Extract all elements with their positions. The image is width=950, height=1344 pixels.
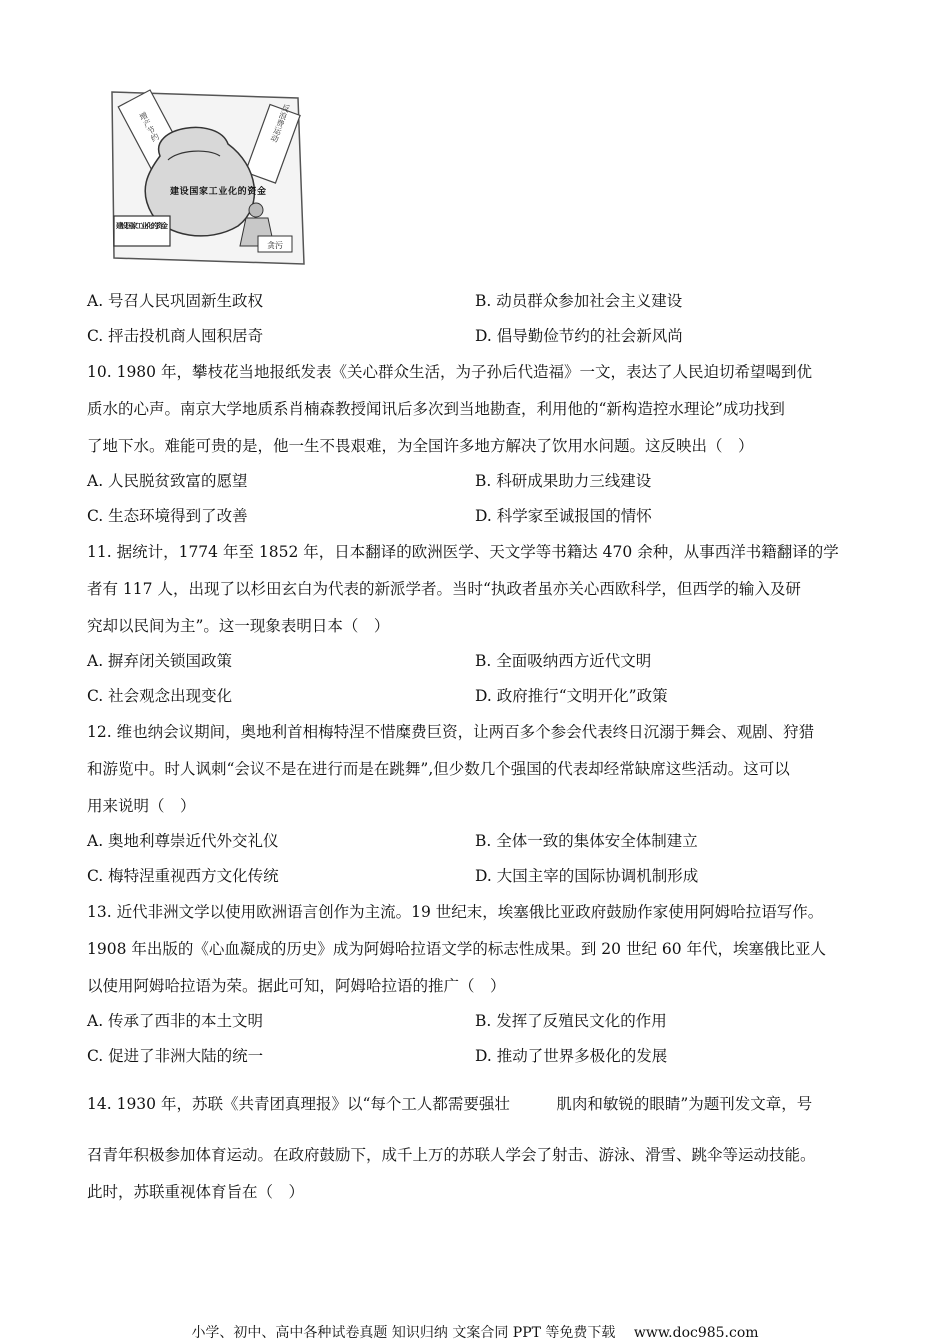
q10-option-a: A. 人民脱贫致富的愿望 (87, 472, 248, 490)
q10-stem-line-1: 10. 1980 年，攀枝花当地报纸发表《关心群众生活，为子孙后代造福》一文，表达了人民迫切希望喝到优 (87, 363, 812, 381)
q14-stem-line-3: 此时，苏联重视体育旨在（ ） (87, 1183, 305, 1201)
q11-option-c: C. 社会观念出现变化 (87, 687, 233, 705)
q10-option-d: D. 科学家至诚报国的情怀 (475, 507, 652, 525)
q12-stem-line-1: 12. 维也纳会议期间，奥地利首相梅特涅不惜糜费巨资，让两百多个参会代表终日沉溺于舞会、观剧、狩猎 (87, 723, 815, 741)
q11-option-a: A. 摒弃闭关锁国政策 (87, 652, 233, 670)
q13-stem-line-2: 1908 年出版的《心血凝成的历史》成为阿姆哈拉语文学的标志性成果。到 20 世纪 60 年代，埃塞俄比亚人 (87, 940, 827, 958)
q12-stem-line-2: 和游览中。时人讽刺“会议不是在进行而是在跳舞”,但少数几个强国的代表却经常缺席这些活动。这可以 (87, 760, 790, 778)
q13-stem-line-3: 以使用阿姆哈拉语为荣。据此可知，阿姆哈拉语的推广（ ） (87, 977, 506, 995)
q10-stem-line-2: 质水的心声。南京大学地质系肖楠森教授闻讯后多次到当地勘查，利用他的“新构造控水理论”成功找到 (87, 400, 785, 418)
q13-stem-line-1: 13. 近代非洲文学以使用欧洲语言创作为主流。19 世纪末，埃塞俄比亚政府鼓励作家使用阿姆哈拉语写作。 (87, 903, 824, 921)
q13-option-d: D. 推动了世界多极化的发展 (475, 1047, 668, 1065)
q9-option-a: A. 号召人民巩固新生政权 (87, 292, 264, 310)
q13-option-a: A. 传承了西非的本土文明 (87, 1012, 264, 1030)
q9-option-c: C. 抨击投机商人囤积居奇 (87, 327, 264, 345)
q11-stem-line-2: 者有 117 人，出现了以杉田玄白为代表的新派学者。当时“执政者虽亦关心西欧科学，但西学的输入及研 (87, 580, 801, 598)
q11-option-d: D. 政府推行“文明开化”政策 (475, 687, 668, 705)
box-label: 建设国家工业化的资金 (116, 222, 168, 230)
q13-option-c: C. 促进了非洲大陆的统一 (87, 1047, 264, 1065)
q10-option-b: B. 科研成果助力三线建设 (475, 472, 652, 490)
bottom-left-box (114, 216, 170, 246)
q12-option-d: D. 大国主宰的国际协调机制形成 (475, 867, 699, 885)
q12-stem-line-3: 用来说明（ ） (87, 797, 196, 815)
q12-option-b: B. 全体一致的集体安全体制建立 (475, 832, 698, 850)
right-sign-label: 反浪费运动 (269, 102, 292, 144)
q12-option-c: C. 梅特涅重视西方文化传统 (87, 867, 279, 885)
q11-stem-line-3: 究却以民间为主”。这一现象表明日本（ ） (87, 617, 390, 635)
left-sign-label: 增产节约 (137, 110, 161, 143)
q14-stem-line-1: 14. 1930 年，苏联《共青团真理报》以“每个工人都需要强壮 肌肉和敏锐的眼睛”为题刊发文章，号 (87, 1095, 813, 1113)
q9-option-b: B. 动员群众参加社会主义建设 (475, 292, 683, 310)
q9-option-d: D. 倡导勤俭节约的社会新风尚 (475, 327, 683, 345)
q14-stem-line-2: 召青年积极参加体育运动。在政府鼓励下，成千上万的苏联人学会了射击、游泳、滑雪、跳伞等运动技能。 (87, 1146, 816, 1164)
q10-option-c: C. 生态环境得到了改善 (87, 507, 248, 525)
q12-option-a: A. 奥地利尊崇近代外交礼仪 (87, 832, 279, 850)
page-footer: 小学、初中、高中各种试卷真题 知识归纳 文案合同 PPT 等免费下载 www.doc985.com (191, 1325, 759, 1341)
q13-option-b: B. 发挥了反殖民文化的作用 (475, 1012, 667, 1030)
q11-option-b: B. 全面吸纳西方近代文明 (475, 652, 652, 670)
q10-stem-line-3: 了地下水。难能可贵的是，他一生不畏艰难，为全国许多地方解决了饮用水问题。这反映出（ ） (87, 437, 754, 455)
small-label: 贪污 (267, 241, 283, 250)
q11-stem-line-1: 11. 据统计，1774 年至 1852 年，日本翻译的欧洲医学、天文学等书籍达 470 余种，从事西洋书籍翻译的学 (87, 543, 839, 561)
cartoon-illustration (108, 86, 308, 268)
bag-label: 建设国家工业化的资金 (170, 187, 266, 197)
